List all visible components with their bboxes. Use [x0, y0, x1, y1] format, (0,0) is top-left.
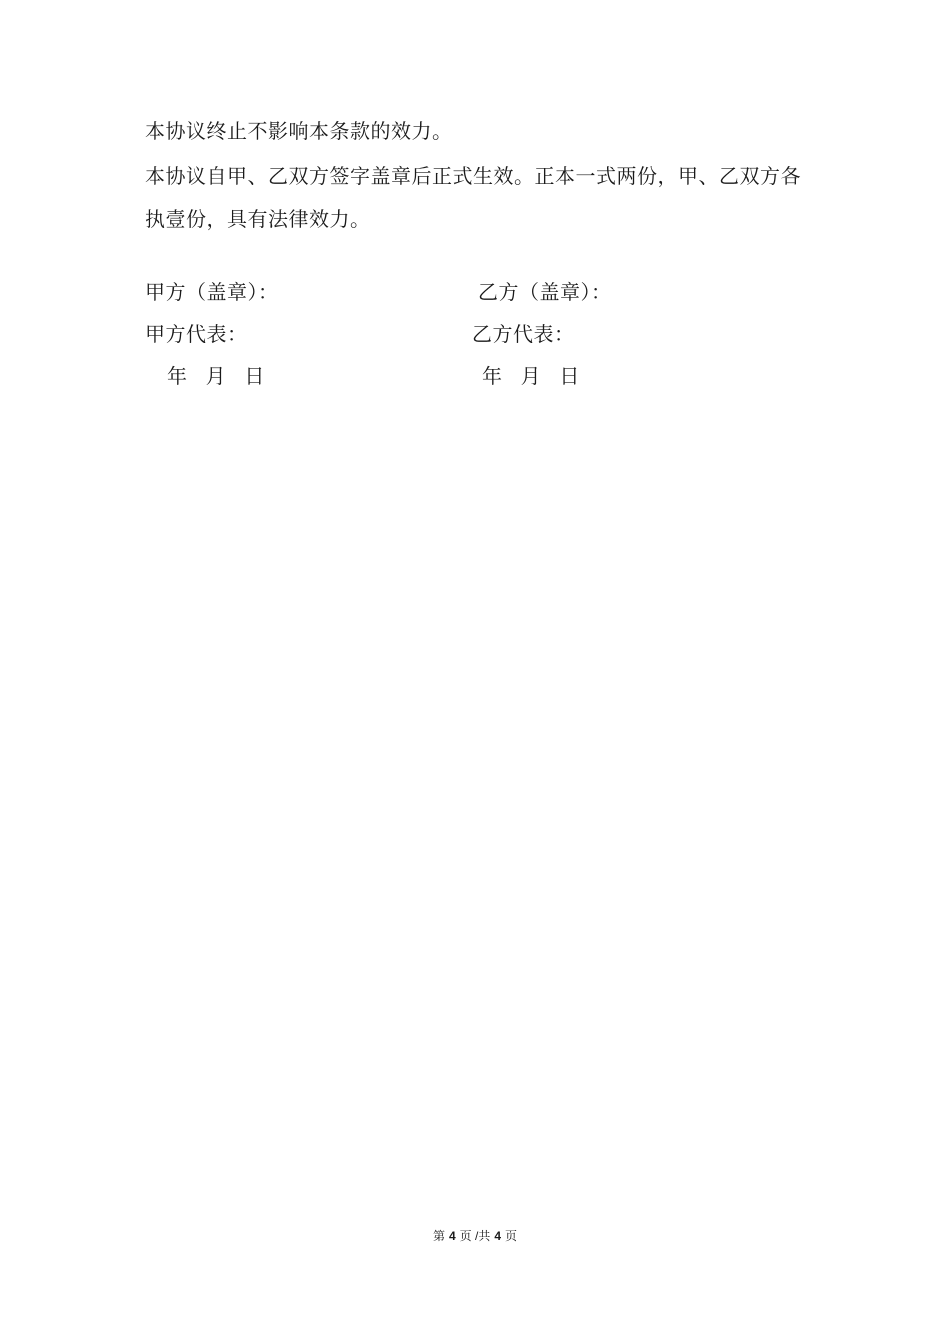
document-content [145, 111, 815, 398]
party-a-representative-label: 甲方代表： [145, 324, 248, 346]
footer-total-page-number: 4 [494, 1229, 502, 1243]
signature-row-representative [145, 314, 815, 356]
clause-paragraph-termination: 本协议终止不影响本条款的效力。 [145, 121, 453, 143]
footer-current-page-number: 4 [448, 1229, 456, 1243]
party-b-representative-label: 乙方代表： [472, 324, 575, 346]
signature-block [145, 272, 815, 398]
signature-row-date [145, 356, 815, 398]
clause-paragraph-effectiveness: 本协议自甲、乙双方签字盖章后正式生效。正本一式两份，甲、乙双方各执壹份，具有法律效力。 [145, 166, 801, 231]
party-b-date-label: 年 月 日 [482, 366, 580, 388]
footer-page-prefix: 第 [432, 1229, 445, 1243]
footer-page-suffix: 页 [505, 1229, 518, 1243]
party-a-seal-label: 甲方（盖章）： [145, 282, 279, 304]
footer-page-middle: 页 /共 [459, 1229, 491, 1243]
signature-row-seal [145, 272, 815, 314]
party-b-seal-label: 乙方（盖章）： [478, 282, 612, 304]
party-a-date-label: 年 月 日 [167, 366, 265, 388]
page-footer [0, 1229, 950, 1244]
